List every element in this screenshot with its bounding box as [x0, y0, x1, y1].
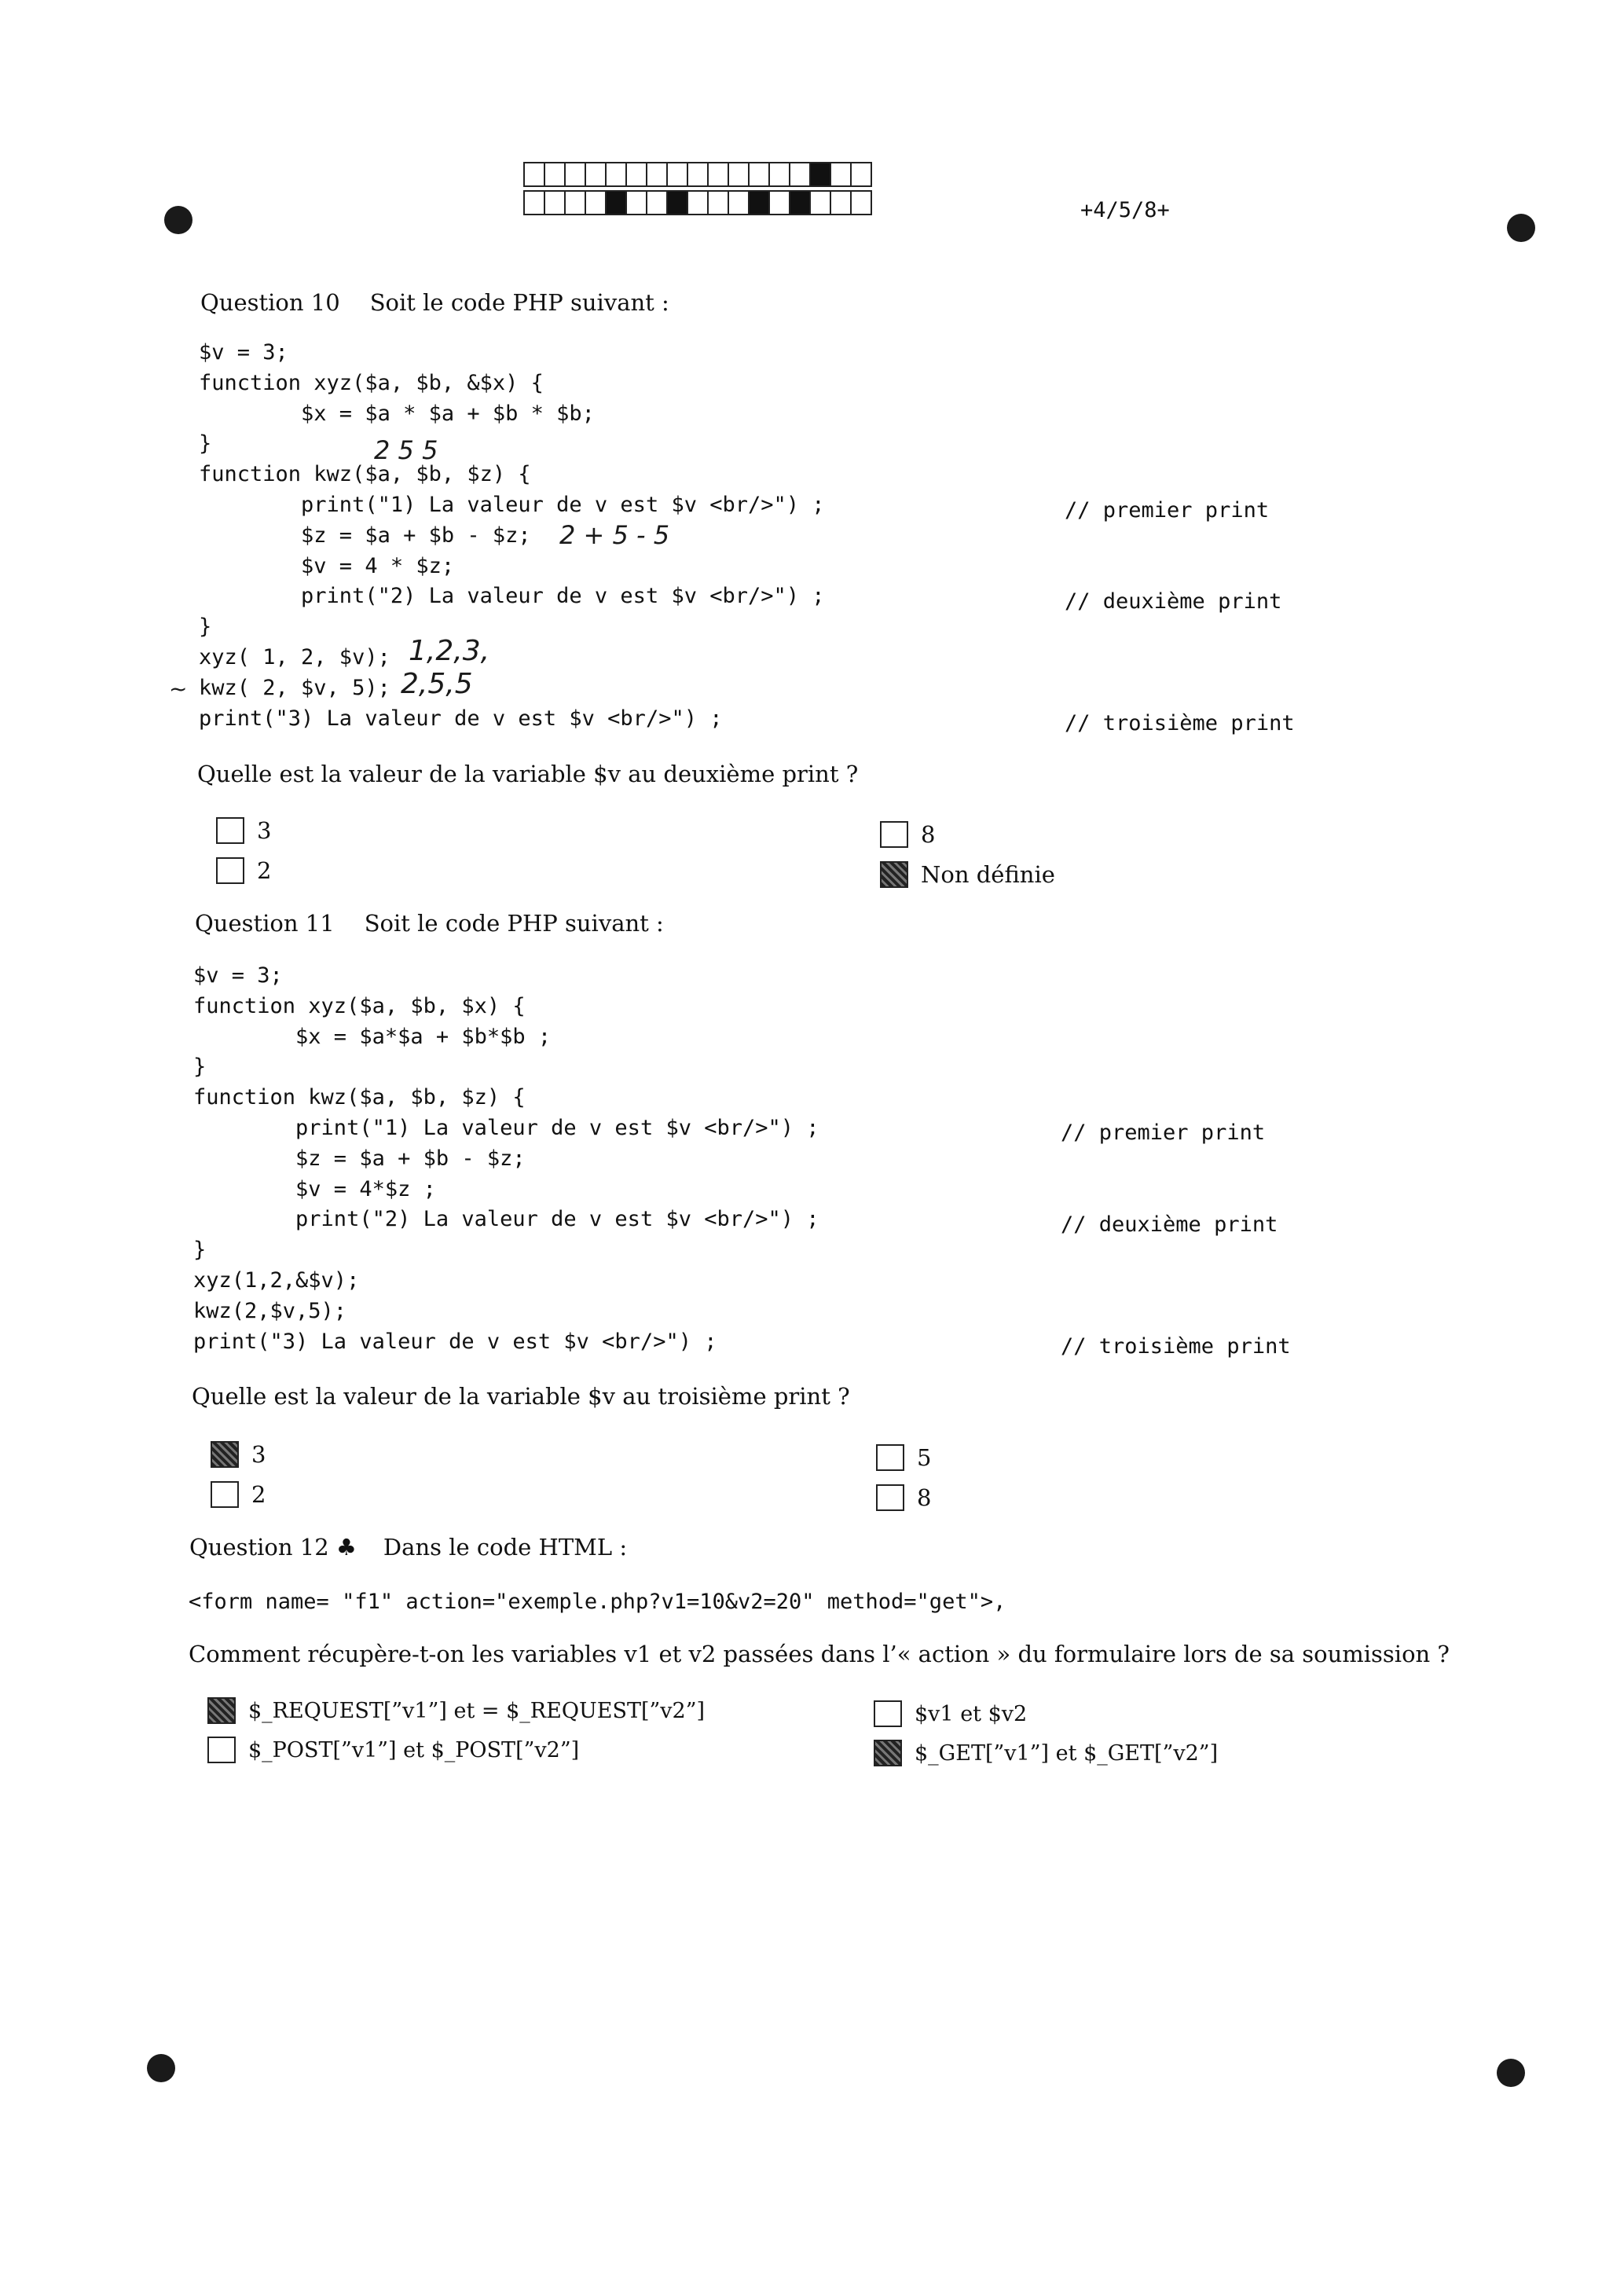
- barcode-cell: [646, 190, 668, 215]
- barcode-cell: [728, 162, 750, 187]
- barcode-cell: [830, 162, 852, 187]
- barcode-row: [523, 190, 871, 215]
- q12-checkbox-get[interactable]: [874, 1740, 902, 1766]
- q10-comment-troisieme: // troisième print: [1065, 711, 1295, 735]
- barcode-cell: [850, 162, 872, 187]
- q10-option-8[interactable]: [880, 821, 935, 848]
- q11-question: Quelle est la valeur de la variable $v au troisième print ?: [192, 1383, 850, 1410]
- q10-comment-premier: // premier print: [1065, 498, 1270, 523]
- q11-option-2-label: 2: [251, 1481, 266, 1508]
- registration-mark-top-right: [1507, 214, 1535, 242]
- barcode-cell: [666, 190, 688, 215]
- q10-code: $v = 3; function xyz($a, $b, &$x) { $x = $a * $a + $b * $b; } function kwz($a, $b, $z) { print("1) La valeur de v est $v <br/>") ; $z = $a + $b - $z; $v = 4 * $z; print("2) La valeur de v est $v <br/>") ; } xyz( 1, 2, $v); kwz( 2, $v, 5); print("3) La valeur de v est $v <br/>") ;: [199, 340, 825, 731]
- q12-checkbox-post[interactable]: [207, 1737, 236, 1763]
- barcode-cell: [564, 190, 586, 215]
- q10-option-non-definie-label: Non définie: [921, 861, 1055, 888]
- handwritten-note-params: 2 5 5: [374, 435, 438, 465]
- barcode-cell: [544, 190, 566, 215]
- barcode-cell: [625, 190, 647, 215]
- q11-comment-deuxieme: // deuxième print: [1061, 1212, 1278, 1237]
- q10-title: [200, 289, 669, 316]
- barcode-cell: [789, 162, 811, 187]
- barcode-cell: [544, 162, 566, 187]
- barcode-cell: [585, 162, 607, 187]
- q11-code: $v = 3; function xyz($a, $b, $x) { $x = $a*$a + $b*$b ; } function kwz($a, $b, $z) { print("1) La valeur de v est $v <br/>") ; $z = $a + $b - $z; $v = 4*$z ; print("2) La valeur de v est $v <br/>") ; } xyz(1,2,&$v); kwz(2,$v,5); print("3) La valeur de v est $v <br/>") ;: [193, 963, 819, 1354]
- barcode-cell: [768, 162, 790, 187]
- barcode-cell: [830, 190, 852, 215]
- barcode-row: [523, 162, 871, 187]
- barcode-cell: [707, 190, 729, 215]
- q11-option-5[interactable]: [876, 1444, 931, 1471]
- q12-option-get-label: $_GET[”v1”] et $_GET[”v2”]: [915, 1740, 1219, 1766]
- q12-label: Question 12: [189, 1534, 329, 1561]
- q11-checkbox-2[interactable]: [211, 1481, 239, 1508]
- registration-mark-bottom-left: [147, 2054, 175, 2082]
- q10-option-8-label: 8: [921, 821, 936, 848]
- barcode-cell: [748, 190, 770, 215]
- handwritten-tick: ~: [169, 676, 188, 702]
- q12-checkbox-v1v2[interactable]: [874, 1700, 902, 1727]
- q10-question: Quelle est la valeur de la variable $v au deuxième print ?: [197, 761, 859, 787]
- q10-option-3-label: 3: [257, 817, 272, 844]
- q10-checkbox-non-definie[interactable]: [880, 861, 908, 888]
- q10-option-2-label: 2: [257, 857, 272, 884]
- q10-checkbox-8[interactable]: [880, 821, 908, 848]
- q12-option-request[interactable]: [207, 1697, 705, 1724]
- barcode-cell: [850, 190, 872, 215]
- barcode-cell: [809, 190, 831, 215]
- barcode-cell: [666, 162, 688, 187]
- q12-option-get[interactable]: [874, 1740, 1218, 1766]
- q10-intro: Soit le code PHP suivant :: [369, 289, 669, 316]
- q10-option-non-definie[interactable]: [880, 861, 1055, 888]
- q10-checkbox-2[interactable]: [216, 857, 244, 884]
- barcode-cell: [768, 190, 790, 215]
- q10-option-2[interactable]: [216, 857, 271, 884]
- barcode-cell: [646, 162, 668, 187]
- registration-mark-bottom-right: [1497, 2059, 1525, 2087]
- barcode-cell: [707, 162, 729, 187]
- club-icon: ♣: [335, 1534, 357, 1561]
- q12-question: Comment récupère-t-on les variables v1 et v2 passées dans l’« action » du formulaire lors de sa soumission ?: [189, 1641, 1450, 1667]
- barcode-cell: [523, 190, 545, 215]
- q12-intro: Dans le code HTML :: [383, 1534, 628, 1561]
- q10-option-3[interactable]: [216, 817, 271, 844]
- q11-option-3[interactable]: [211, 1441, 266, 1468]
- page-id: +4/5/8+: [1080, 198, 1170, 222]
- q12-title: [189, 1534, 627, 1561]
- q11-checkbox-8[interactable]: [876, 1484, 904, 1511]
- barcode-cell: [523, 162, 545, 187]
- barcode-cell: [687, 162, 709, 187]
- barcode-cell: [605, 162, 627, 187]
- q10-comment-deuxieme: // deuxième print: [1065, 589, 1282, 614]
- q11-checkbox-3[interactable]: [211, 1441, 239, 1468]
- q12-option-request-label: $_REQUEST[”v1”] et = $_REQUEST[”v2”]: [248, 1698, 706, 1723]
- q11-comment-troisieme: // troisième print: [1061, 1334, 1291, 1359]
- barcode-cell: [564, 162, 586, 187]
- barcode-cell: [585, 190, 607, 215]
- q11-option-2[interactable]: [211, 1481, 266, 1508]
- barcode-cell: [809, 162, 831, 187]
- q12-option-v1v2[interactable]: [874, 1700, 1027, 1727]
- q12-checkbox-request[interactable]: [207, 1697, 236, 1724]
- q11-label: Question 11: [195, 910, 335, 937]
- barcode-cell: [625, 162, 647, 187]
- q11-comment-premier: // premier print: [1061, 1120, 1266, 1145]
- q10-label: Question 10: [200, 289, 340, 316]
- q11-option-3-label: 3: [251, 1441, 266, 1468]
- q11-option-5-label: 5: [917, 1444, 932, 1471]
- barcode-cell: [789, 190, 811, 215]
- barcode-cell: [605, 190, 627, 215]
- q12-code: <form name= "f1" action="exemple.php?v1=10&v2=20" method="get">,: [189, 1590, 1006, 1614]
- q12-option-v1v2-label: $v1 et $v2: [915, 1701, 1028, 1726]
- q11-option-8-label: 8: [917, 1484, 932, 1511]
- q12-option-post-label: $_POST[”v1”] et $_POST[”v2”]: [248, 1737, 580, 1762]
- q11-intro: Soit le code PHP suivant :: [364, 910, 664, 937]
- barcode-cell: [748, 162, 770, 187]
- handwritten-note-calc: 2 + 5 - 5: [559, 520, 670, 550]
- handwritten-note-kwz: 2,5,5: [401, 668, 473, 700]
- barcode-cell: [728, 190, 750, 215]
- q11-title: [195, 910, 664, 937]
- q12-option-post[interactable]: [207, 1737, 579, 1763]
- handwritten-note-xyz: 1,2,3,: [409, 635, 490, 667]
- q11-option-8[interactable]: [876, 1484, 931, 1511]
- q10-checkbox-3[interactable]: [216, 817, 244, 844]
- q11-checkbox-5[interactable]: [876, 1444, 904, 1471]
- registration-mark-top-left: [164, 206, 192, 234]
- barcode: [523, 162, 871, 218]
- barcode-cell: [687, 190, 709, 215]
